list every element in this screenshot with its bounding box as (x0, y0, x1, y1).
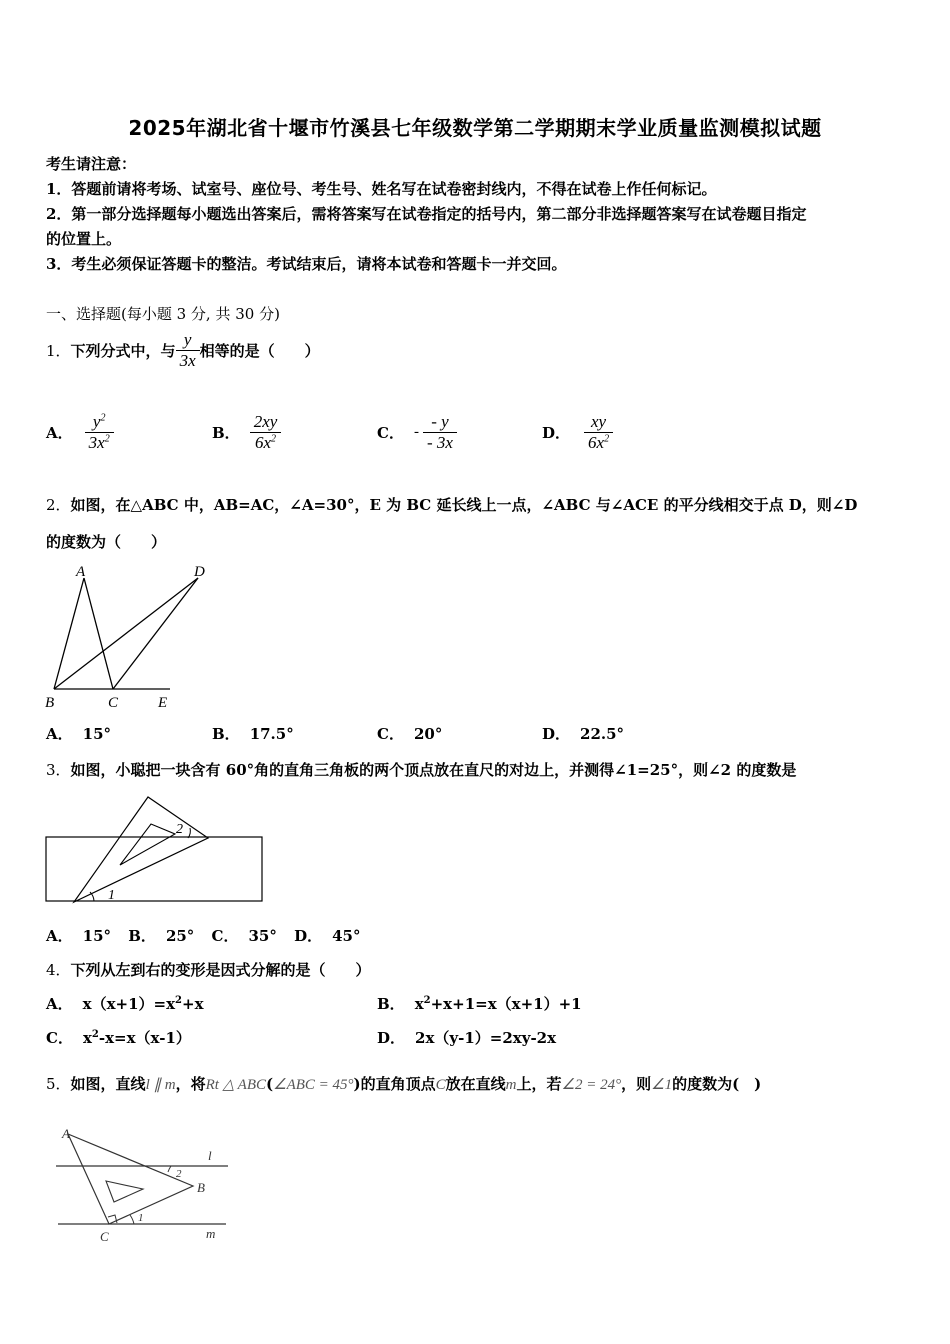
exponent: 2 (100, 412, 106, 424)
question-text: 的度数为( ) (672, 1075, 762, 1093)
expression: x (82, 1029, 92, 1047)
option-c (46, 1027, 191, 1048)
option-value: 15° (82, 725, 112, 743)
fraction-numerator: 2xy (250, 412, 282, 433)
math-expression: ∠1 (651, 1077, 673, 1093)
option-a (46, 412, 114, 453)
triangle-abc-figure (40, 560, 220, 715)
notice-item: 3．考生必须保证答题卡的整洁。考试结束后，请将本试卷和答题卡一并交回。 (46, 255, 567, 273)
option-label: A． (46, 424, 73, 442)
option-value: 15° (82, 927, 112, 945)
point-label-a: A (76, 564, 86, 580)
ruler-triangle-figure (40, 790, 270, 910)
option-label: D． (542, 725, 571, 743)
exponent: 2 (91, 1029, 99, 1040)
option-label: B． (128, 927, 156, 945)
notice-item: 1．答题前请将考场、试室号、座位号、考生号、姓名写在试卷密封线内，不得在试卷上作任何标记。 (46, 180, 717, 198)
question-number: 1． (46, 342, 71, 360)
fraction-denominator (85, 433, 114, 453)
notice-heading: 考生请注意： (46, 155, 137, 173)
option-label: D． (542, 424, 571, 442)
option-label: C． (377, 424, 404, 442)
point-label-b: B (45, 695, 55, 711)
option-label: A． (46, 995, 73, 1013)
fraction (423, 412, 457, 453)
expression: x（x+1）=x (82, 995, 176, 1013)
point-label-c: C (108, 695, 119, 711)
fraction-denominator (584, 433, 613, 453)
question-number: 5． (46, 1075, 71, 1093)
fraction (584, 412, 613, 453)
fraction (85, 412, 114, 453)
question-text: 如图，直线 (70, 1075, 146, 1093)
angle-label-2: 2 (176, 822, 183, 837)
option-value: 25° (165, 927, 195, 945)
question-3 (46, 759, 796, 780)
math-expression: l ∥ m (145, 1077, 176, 1093)
option-d (542, 723, 624, 744)
q3-options (46, 925, 361, 946)
section-heading: 一、选择题(每小题 3 分, 共 30 分) (46, 305, 280, 323)
question-text: ( (266, 1075, 274, 1093)
math-expression: ∠2 = 24° (561, 1077, 622, 1093)
expression: x (414, 995, 424, 1013)
question-1 (46, 330, 320, 371)
option-c (377, 723, 442, 744)
math-expression: m (505, 1077, 517, 1093)
option-b (212, 412, 281, 453)
option-label: D． (294, 927, 323, 945)
exponent: 2 (423, 995, 431, 1006)
line-label-l: l (208, 1148, 212, 1163)
minus-sign: - (413, 424, 419, 440)
question-text: ，将 (175, 1075, 206, 1093)
point-label-e: E (158, 695, 168, 711)
option-label: A． (46, 725, 73, 743)
option-label: B． (377, 995, 405, 1013)
fraction (250, 412, 282, 453)
option-label: C． (46, 1029, 73, 1047)
question-text: 相等的是（ ） (199, 342, 320, 360)
math-expression: ∠ABC = 45° (273, 1077, 354, 1093)
fraction-numerator: - y (423, 412, 457, 433)
denominator-text: 6x (254, 433, 271, 452)
question-number: 2． (46, 496, 71, 514)
option-c (377, 412, 457, 453)
notice-item: 2．第一部分选择题每小题选出答案后，需将答案写在试卷指定的括号内，第二部分非选择题答案写在试卷题目指定 (46, 205, 807, 223)
option-label: B． (212, 725, 240, 743)
angle-label-1: 1 (138, 1212, 144, 1224)
fraction-denominator (250, 433, 282, 453)
expression: +x (182, 995, 204, 1013)
option-d (377, 1027, 556, 1048)
option-a (46, 993, 204, 1014)
expression: -x=x（x-1） (98, 1029, 191, 1047)
question-text: 如图，在△ABC 中，AB=AC，∠A=30°，E 为 BC 延长线上一点，∠ABC 与∠ACE 的平分线相交于点 D，则∠D (70, 496, 858, 514)
option-label: D． (377, 1029, 406, 1047)
option-b (212, 723, 294, 744)
denominator-text: 6x (588, 433, 605, 452)
option-label: C． (211, 927, 239, 945)
fraction-denominator: - 3x (426, 433, 453, 452)
page-title: 2025年湖北省十堰市竹溪县七年级数学第二学期期末学业质量监测模拟试题 (128, 116, 822, 140)
question-number: 4． (46, 961, 71, 979)
parallel-lines-figure (50, 1120, 250, 1250)
point-label-a: A (62, 1126, 70, 1141)
question-text: 上，若 (516, 1075, 562, 1093)
point-label-c: C (100, 1229, 109, 1244)
question-5 (46, 1073, 761, 1094)
option-value: 35° (248, 927, 277, 945)
expression: +x+1=x（x+1）+1 (430, 995, 582, 1013)
option-value: 17.5° (249, 725, 294, 743)
question-2 (46, 494, 857, 515)
option-d (542, 412, 613, 453)
exponent: 2 (604, 433, 610, 445)
option-label: C． (377, 725, 404, 743)
math-expression: Rt △ ABC (205, 1077, 267, 1093)
question-text: 下列从左到右的变形是因式分解的是（ ） (70, 961, 371, 979)
question-text: ，则 (621, 1075, 652, 1093)
fraction (176, 330, 200, 371)
exponent: 2 (175, 995, 183, 1006)
math-expression: C (435, 1077, 446, 1093)
point-label-d: D (194, 564, 205, 580)
line-label-m: m (206, 1226, 216, 1241)
exponent: 2 (104, 433, 110, 445)
question-text-cont: 的度数为（ ） (46, 533, 167, 551)
question-4 (46, 959, 371, 980)
numerator-text: y (92, 412, 101, 431)
question-text: 放在直线 (445, 1075, 506, 1093)
option-value: 20° (413, 725, 443, 743)
question-number: 3． (46, 761, 71, 779)
option-value: 22.5° (580, 725, 625, 743)
angle-label-2: 2 (176, 1168, 182, 1180)
question-text: )的直角顶点 (353, 1075, 436, 1093)
option-label: B． (212, 424, 240, 442)
expression: 2x（y-1）=2xy-2x (415, 1029, 557, 1047)
fraction-numerator: xy (584, 412, 613, 433)
fraction-denominator: 3x (179, 351, 196, 370)
option-b (377, 993, 582, 1014)
option-a (46, 723, 111, 744)
notice-item: 的位置上。 (46, 230, 122, 248)
point-label-b: B (197, 1180, 205, 1195)
fraction-numerator: y (176, 330, 200, 351)
denominator-text: 3x (88, 433, 105, 452)
option-value: 45° (332, 927, 361, 945)
angle-label-1: 1 (108, 888, 115, 903)
option-label: A． (46, 927, 73, 945)
exponent: 2 (271, 433, 276, 445)
fraction-numerator (85, 412, 114, 433)
question-text: 如图，小聪把一块含有 60°角的直角三角板的两个顶点放在直尺的对边上，并测得∠1=25°，则∠2 的度数是 (70, 761, 797, 779)
question-text: 下列分式中，与 (70, 342, 176, 360)
